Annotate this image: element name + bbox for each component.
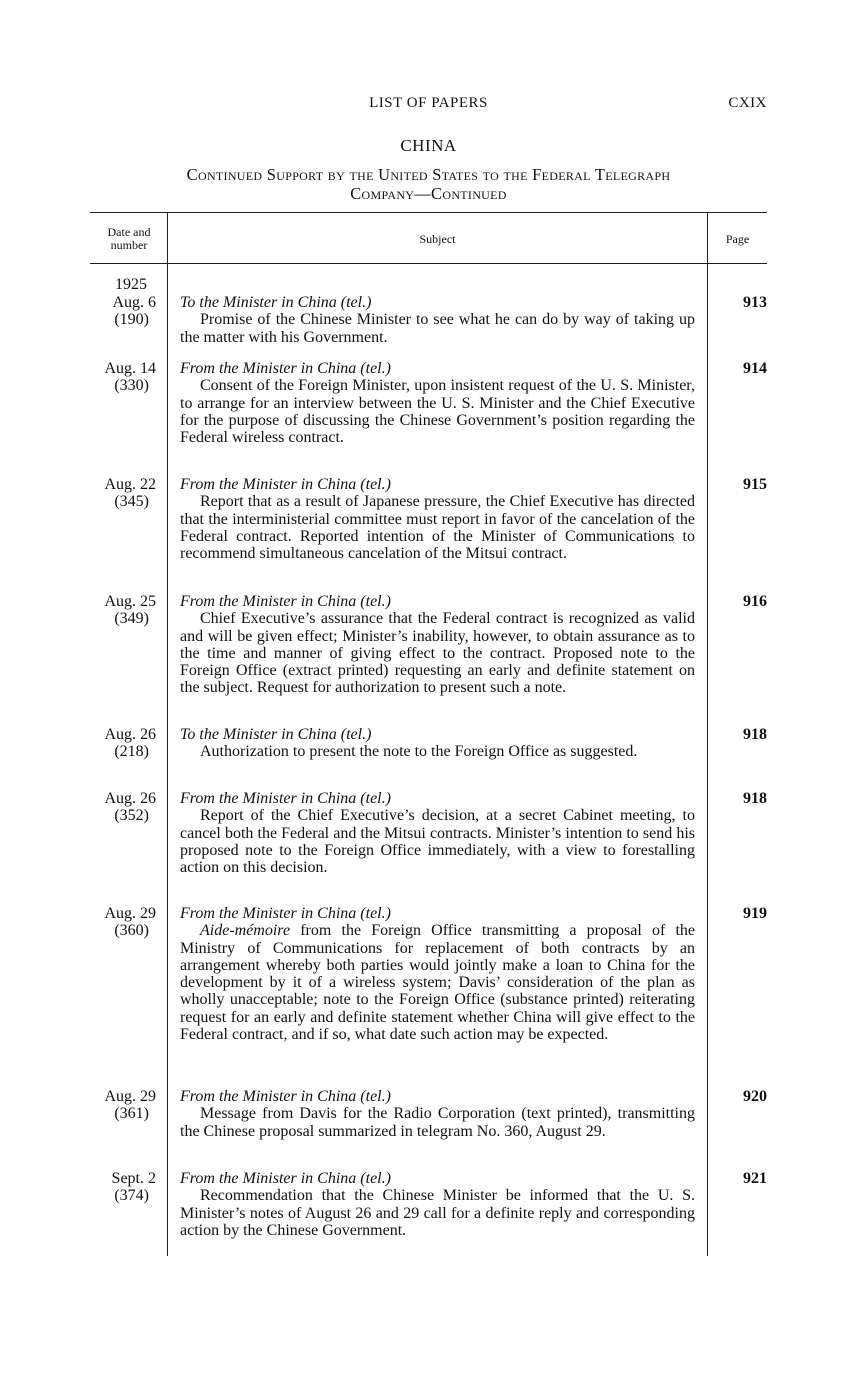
- sender-line: [180, 905, 695, 922]
- tel-note: (tel.): [360, 476, 391, 493]
- telegram-number: (361): [114, 1105, 149, 1123]
- page-folio: CXIX: [728, 95, 767, 111]
- header-date: [92, 226, 166, 252]
- row-subject: [180, 476, 695, 562]
- telegram-number: (330): [114, 377, 149, 395]
- sender-line: [180, 294, 695, 311]
- row-date: [90, 905, 156, 940]
- tel-note: (tel.): [360, 905, 391, 922]
- summary: Message from Davis for the Radio Corporation (text printed), transmitting the Chinese proposal summarized in telegram No. 360, August 29.: [180, 1105, 695, 1140]
- row-subject: [180, 726, 695, 761]
- aide-memoire-term: Aide-mémoire: [200, 922, 291, 940]
- row-date: [90, 1170, 156, 1205]
- summary: Chief Executive’s assurance that the Federal contract is recognized as valid and will be given effect; Minister’s inability, however, to obtain assurance as to the time and manner of giving effect to the contract. Proposed note to the Foreign Office (extract printed) requesting an early and definite statement on the subject. Request for authorization to present such a note.: [180, 610, 695, 697]
- date-label: Aug. 25: [104, 593, 156, 610]
- page-number: 918: [743, 790, 767, 807]
- row-subject: [180, 360, 695, 446]
- sender: From the Minister in China: [180, 1170, 357, 1187]
- sender-line: [180, 726, 695, 743]
- tel-note: (tel.): [360, 1088, 391, 1105]
- telegram-number: (352): [114, 807, 149, 825]
- date-label: Aug. 29: [104, 905, 156, 922]
- row-subject: [180, 1170, 695, 1239]
- row-date: [90, 1088, 156, 1123]
- summary: Consent of the Foreign Minister, upon insistent request of the U. S. Minister, to arrange for an interview between the U. S. Minister and the Chief Executive for the purpose of discussing the Chinese Government’s position regarding the Federal wireless contract.: [180, 377, 695, 447]
- sender: From the Minister in China: [180, 905, 357, 922]
- sender-line: [180, 790, 695, 807]
- page-number: 913: [743, 294, 767, 311]
- column-divider-left: [167, 212, 168, 1256]
- tel-note: (tel.): [340, 726, 372, 743]
- page-number: 918: [743, 726, 767, 743]
- running-head: [90, 95, 767, 115]
- page-number: 914: [743, 360, 767, 377]
- page-number: 916: [743, 593, 767, 610]
- sender-line: [180, 593, 695, 610]
- header-subject: Subject: [419, 232, 456, 246]
- sender-line: [180, 476, 695, 493]
- telegram-number: (190): [114, 311, 149, 329]
- row-date: [90, 726, 156, 761]
- subsection-line-2: Company—Continued: [350, 184, 507, 203]
- row-date: [90, 476, 156, 511]
- summary: Report of the Chief Executive’s decision, at a secret Cabinet meeting, to cancel both the Federal and the Mitsui contracts. Minister’s intention to send his proposed note to the Foreign Office immediately, with a view to forestalling action on this decision.: [180, 807, 695, 877]
- row-subject: [180, 1088, 695, 1140]
- tel-note: (tel.): [360, 790, 391, 807]
- row-date: [90, 360, 156, 395]
- row-date: [90, 593, 156, 628]
- sender-line: [180, 1088, 695, 1105]
- sender: From the Minister in China: [180, 1088, 357, 1105]
- sender: To the Minister in China: [180, 726, 337, 743]
- telegram-number: (349): [114, 610, 149, 628]
- row-subject: [180, 905, 695, 1043]
- telegram-number: (374): [114, 1187, 149, 1205]
- page-number: 920: [743, 1088, 767, 1105]
- row-date: [90, 294, 156, 329]
- sender: From the Minister in China: [180, 476, 357, 493]
- sender: To the Minister in China: [180, 294, 337, 311]
- sender-line: [180, 360, 695, 377]
- tel-note: (tel.): [360, 360, 391, 377]
- sender: From the Minister in China: [180, 790, 357, 807]
- row-subject: [180, 790, 695, 876]
- telegram-number: (345): [114, 493, 149, 511]
- subsection-title: [90, 165, 767, 203]
- row-subject: [180, 593, 695, 697]
- year-label: 1925: [115, 276, 147, 293]
- summary: Authorization to present the note to the Foreign Office as suggested.: [200, 743, 638, 761]
- header-bottom-rule: [90, 263, 767, 264]
- document-page: [90, 0, 767, 1379]
- page-number: 921: [743, 1170, 767, 1187]
- summary: Promise of the Chinese Minister to see what he can do by way of taking up the matter with his Government.: [180, 311, 695, 346]
- table-top-rule: [90, 212, 767, 213]
- date-label: Aug. 22: [104, 476, 156, 493]
- tel-note: (tel.): [360, 593, 391, 610]
- header-date-line-2: number: [110, 238, 148, 252]
- summary: Recommendation that the Chinese Minister be informed that the U. S. Minister’s notes of August 26 and 29 call for a definite reply and corresponding action by the Chinese Government.: [180, 1187, 695, 1239]
- subsection-line-1: Continued Support by the United States to the Federal Telegraph: [186, 165, 671, 184]
- date-label: Aug. 6: [112, 294, 156, 311]
- summary: [180, 922, 695, 1043]
- section-title: CHINA: [400, 136, 457, 155]
- page-number: 915: [743, 476, 767, 493]
- running-head-title: LIST OF PAPERS: [369, 95, 488, 111]
- sender: From the Minister in China: [180, 593, 357, 610]
- telegram-number: (360): [114, 922, 149, 940]
- telegram-number: (218): [114, 743, 149, 761]
- summary: Report that as a result of Japanese pressure, the Chief Executive has directed that the interministerial committee must report in favor of the cancelation of the Federal contract. Reported intention of the Minister of Communications to recommend simultaneous cancelation of the Mitsui contract.: [180, 493, 695, 563]
- date-label: Aug. 26: [104, 726, 156, 743]
- row-date: [90, 790, 156, 825]
- date-label: Aug. 29: [104, 1088, 156, 1105]
- header-date-line-1: Date and: [107, 225, 151, 239]
- row-subject: [180, 294, 695, 346]
- date-label: Aug. 14: [104, 360, 156, 377]
- date-label: Aug. 26: [104, 790, 156, 807]
- header-page: Page: [725, 232, 750, 246]
- date-label: Sept. 2: [111, 1170, 156, 1187]
- page-number: 919: [743, 905, 767, 922]
- summary-text: from the Foreign Office transmitting a proposal of the Ministry of Communications for replacement of both contracts by an arrangement whereby both parties would jointly make a loan to China for the development by it of a wireless system; Davis’ consideration of the plan as wholly unacceptable; note to the Foreign Office (substance printed) reiterating request for an early and definite statement whether China will give effect to the Federal contract, and if so, what date such action may be expected.: [180, 922, 695, 1044]
- sender: From the Minister in China: [180, 360, 357, 377]
- tel-note: (tel.): [340, 294, 372, 311]
- tel-note: (tel.): [360, 1170, 391, 1187]
- sender-line: [180, 1170, 695, 1187]
